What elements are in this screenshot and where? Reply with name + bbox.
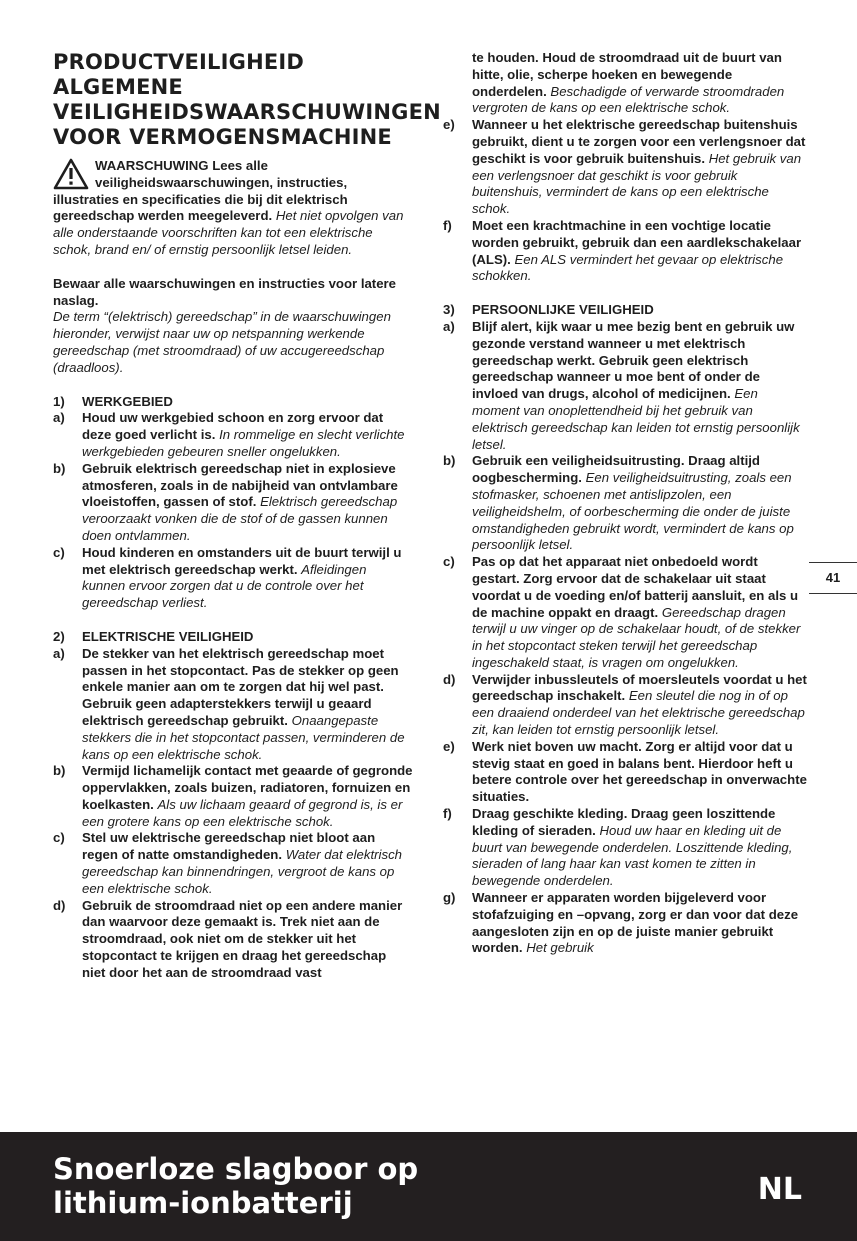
warning-text: WAARSCHUWING Lees alle veiligheidswaarschuwingen, instructies, illustraties en specificaties die bij dit elektrisch gereedschap werden meegeleverd.: [53, 158, 348, 224]
page-title: [53, 50, 441, 150]
item-italic: Een moment van onoplettendheid bij het gebruik van elektrisch gereedschap kan leiden tot ernstig persoonlijk letsel.: [472, 386, 800, 452]
item-italic: Beschadigde of verwarde stroomdraden vergroten de kans op een elektrische schok.: [472, 83, 785, 116]
item-letter: f): [443, 217, 452, 233]
item-letter: c): [53, 830, 65, 846]
item-letter: c): [443, 554, 455, 570]
list-item: [443, 218, 808, 285]
item-letter: e): [443, 738, 455, 754]
warning-triangle-icon: [53, 158, 89, 190]
item-letter: a): [443, 318, 455, 334]
list-item: [53, 646, 413, 764]
section-title: WERKGEBIED: [82, 393, 173, 409]
item-letter: d): [443, 671, 456, 687]
list-item: [443, 806, 808, 890]
product-title-line: Snoerloze slagboor op: [53, 1152, 419, 1186]
section-title: ELEKTRISCHE VEILIGHEID: [82, 628, 254, 644]
product-title-line: lithium-ionbatterij: [53, 1186, 353, 1220]
item-italic: Een veiligheidsuitrusting, zoals een stofmasker, schoenen met antislipzolen, een veiligheidshelm, of oorbescherming die onder de juiste omstandigheden gebruikt wordt, vermindert de kans op persoonlijk letsel.: [472, 470, 794, 553]
item-italic: Elektrisch gereedschap veroorzaakt vonken die de stof of de gassen kunnen doen ontvlammen.: [82, 494, 398, 543]
list-item-continued: [443, 50, 808, 117]
title-line: VOOR VERMOGENSMACHINE: [53, 125, 392, 149]
list-item: [443, 890, 808, 957]
section-number: 3): [443, 302, 455, 318]
item-bold: Blijf alert, kijk waar u mee bezig bent en gebruik uw gezonde verstand wanneer u met elektrisch gereedschap werkt. Gebruik geen elektrisch gereedschap wanneer u moe bent of onder de invloed van drugs, alcohol of medicijnen.: [472, 318, 795, 402]
footer-banner: [0, 1132, 857, 1241]
right-column: [443, 50, 808, 957]
keep-bold: Bewaar alle waarschuwingen en instructies voor latere naslag.: [53, 275, 397, 308]
list-item: [443, 672, 808, 739]
item-italic: Als uw lichaam geaard of gegrond is, is er een grotere kans op een elektrische schok.: [82, 796, 403, 829]
item-bold: Verwijder inbussleutels of moersleutels voordat u het gereedschap inschakelt.: [472, 671, 807, 704]
item-italic: Het gebruik: [526, 940, 594, 956]
item-bold: Wanneer er apparaten worden bijgeleverd voor stofafzuiging en –opvang, zorg er dan voor dat deze aangesloten zijn en op de juiste manier gebruikt worden.: [472, 890, 799, 956]
item-letter: a): [53, 645, 65, 661]
warning-italic: Het niet opvolgen van alle onderstaande voorschriften kan tot een elektrische schok, brand en/ of ernstig persoonlijk letsel leiden.: [53, 208, 404, 257]
page-number: 41: [809, 562, 857, 594]
item-letter: b): [53, 460, 66, 476]
item-bold: Gebruik elektrisch gereedschap niet in explosieve atmosferen, zoals in de nabijheid van ontvlambare vloeistoffen, gassen of stof.: [82, 460, 398, 510]
item-bold: Houd kinderen en omstanders uit de buurt terwijl u met elektrisch gereedschap werkt.: [82, 544, 402, 577]
list-item: [443, 117, 808, 218]
list-item: [443, 554, 808, 672]
item-italic: Water dat elektrisch gereedschap kan binnendringen, vergroot de kans op een elektrische schok.: [82, 847, 402, 896]
item-letter: a): [53, 410, 65, 426]
list-item: [53, 545, 413, 612]
list-item: [53, 898, 413, 982]
item-letter: d): [53, 897, 66, 913]
list-item: [53, 461, 413, 545]
item-bold: Houd uw werkgebied schoon en zorg ervoor dat deze goed verlicht is.: [82, 410, 384, 443]
item-letter: c): [53, 544, 65, 560]
left-column: [53, 50, 441, 982]
section-heading: [53, 629, 413, 646]
item-italic: Een sleutel die nog in of op een draaiend onderdeel van het elektrische gereedschap zit, kan leiden tot ernstig persoonlijk letsel.: [472, 688, 805, 738]
section-heading: [53, 394, 413, 411]
item-letter: e): [443, 117, 455, 133]
item-italic: Een ALS vermindert het gevaar op elektrische schokken.: [472, 251, 784, 284]
item-italic: In rommelige en slecht verlichte werkgebieden gebeuren sneller ongelukken.: [82, 427, 405, 459]
title-line: ALGEMENE: [53, 75, 183, 99]
list-item: [443, 319, 808, 453]
item-italic: Het gebruik van een verlengsnoer dat geschikt is voor gebruik buitenshuis, vermindert de kans op een elektrische schok.: [472, 150, 802, 217]
item-bold: Vermijd lichamelijk contact met geaarde of gegronde oppervlakken, zoals buizen, radiatoren, fornuizen en koelkasten.: [82, 763, 413, 812]
item-letter: g): [443, 890, 456, 906]
item-italic: Gereedschap dragen terwijl u uw vinger op de schakelaar houdt, of de stekker in het stopcontact steken terwijl het gereedschap ingeschakeld staat, is vragen om ongelukken.: [472, 604, 801, 670]
item-bold: De stekker van het elektrisch gereedschap moet passen in het stopcontact. Pas de stekker op geen enkele manier aan om te zorgen dat hij wel past. Gebruik geen adapterstekkers terwijl u geaard elektrisch gereedschap gebruikt.: [82, 645, 399, 728]
title-line: PRODUCTVEILIGHEID: [53, 50, 305, 74]
item-bold: Werk niet boven uw macht. Zorg er altijd voor dat u stevig staat en goed in balans bent. Hierdoor heft u betere controle over het gereedschap in onverwachte situaties.: [472, 738, 807, 805]
list-item: [443, 453, 808, 554]
item-italic: Afleidingen kunnen ervoor zorgen dat u de controle over het gereedschap verliest.: [82, 561, 367, 611]
item-bold: Gebruik een veiligheidsuitrusting. Draag altijd oogbescherming.: [472, 453, 760, 486]
item-bold: Wanneer u het elektrische gereedschap buitenshuis gebruikt, dient u te zorgen voor een verlengsnoer dat geschikt is voor gebruik buitenshuis.: [472, 117, 806, 166]
item-bold: Moet een krachtmachine in een vochtige locatie worden gebruikt, gebruik dan een aardlekschakelaar (ALS).: [472, 217, 802, 267]
item-letter: b): [443, 453, 456, 469]
item-bold: Draag geschikte kleding. Draag geen loszittende kleding of sieraden.: [472, 806, 776, 838]
list-item: [53, 410, 413, 460]
item-bold: Pas op dat het apparaat niet onbedoeld wordt gestart. Zorg ervoor dat de schakelaar uit staat voordat u de voeding en/of batterij aansluit, en als u de machine oppakt en draagt.: [472, 554, 799, 620]
item-bold: te houden. Houd de stroomdraad uit de buurt van hitte, olie, scherpe hoeken en bewegende onderdelen.: [472, 50, 782, 99]
item-bold: Gebruik de stroomdraad niet op een andere manier dan waarvoor deze gemaakt is. Trek niet aan de stroomdraad, ook niet om de stekker uit het stopcontact te krijgen en draag het gereedschap niet door het aan de stroomdraad vast: [82, 897, 403, 980]
language-code: NL: [757, 1172, 802, 1207]
item-italic: Onaangepaste stekkers die in het stopcontact passen, verminderen de kans op een elektrische schok.: [82, 712, 405, 762]
item-letter: f): [443, 806, 452, 822]
list-item: [53, 830, 413, 897]
product-title: [53, 1152, 418, 1220]
section-heading: [443, 302, 808, 319]
title-line: VEILIGHEIDSWAARSCHUWINGEN: [53, 100, 441, 124]
list-item: [443, 739, 808, 806]
section-title: PERSOONLIJKE VEILIGHEID: [472, 302, 654, 318]
list-item: [53, 763, 413, 830]
item-letter: b): [53, 763, 66, 779]
item-bold: Stel uw elektrische gereedschap niet bloot aan regen of natte omstandigheden.: [82, 830, 376, 863]
item-italic: Houd uw haar en kleding uit de buurt van bewegende onderdelen. Loszittende kleding, sieraden of lang haar kan vast komen te zitten in bewegende onderdelen.: [472, 822, 793, 889]
warning-block: [53, 158, 413, 259]
section-number: 2): [53, 628, 65, 644]
keep-instructions: [53, 276, 413, 377]
keep-italic: De term “(elektrisch) gereedschap” in de waarschuwingen hieronder, verwijst naar uw op netspanning werkende gereedschap (met stroomdraad) of uw accugereedschap (draadloos).: [53, 309, 391, 375]
section-number: 1): [53, 393, 65, 409]
